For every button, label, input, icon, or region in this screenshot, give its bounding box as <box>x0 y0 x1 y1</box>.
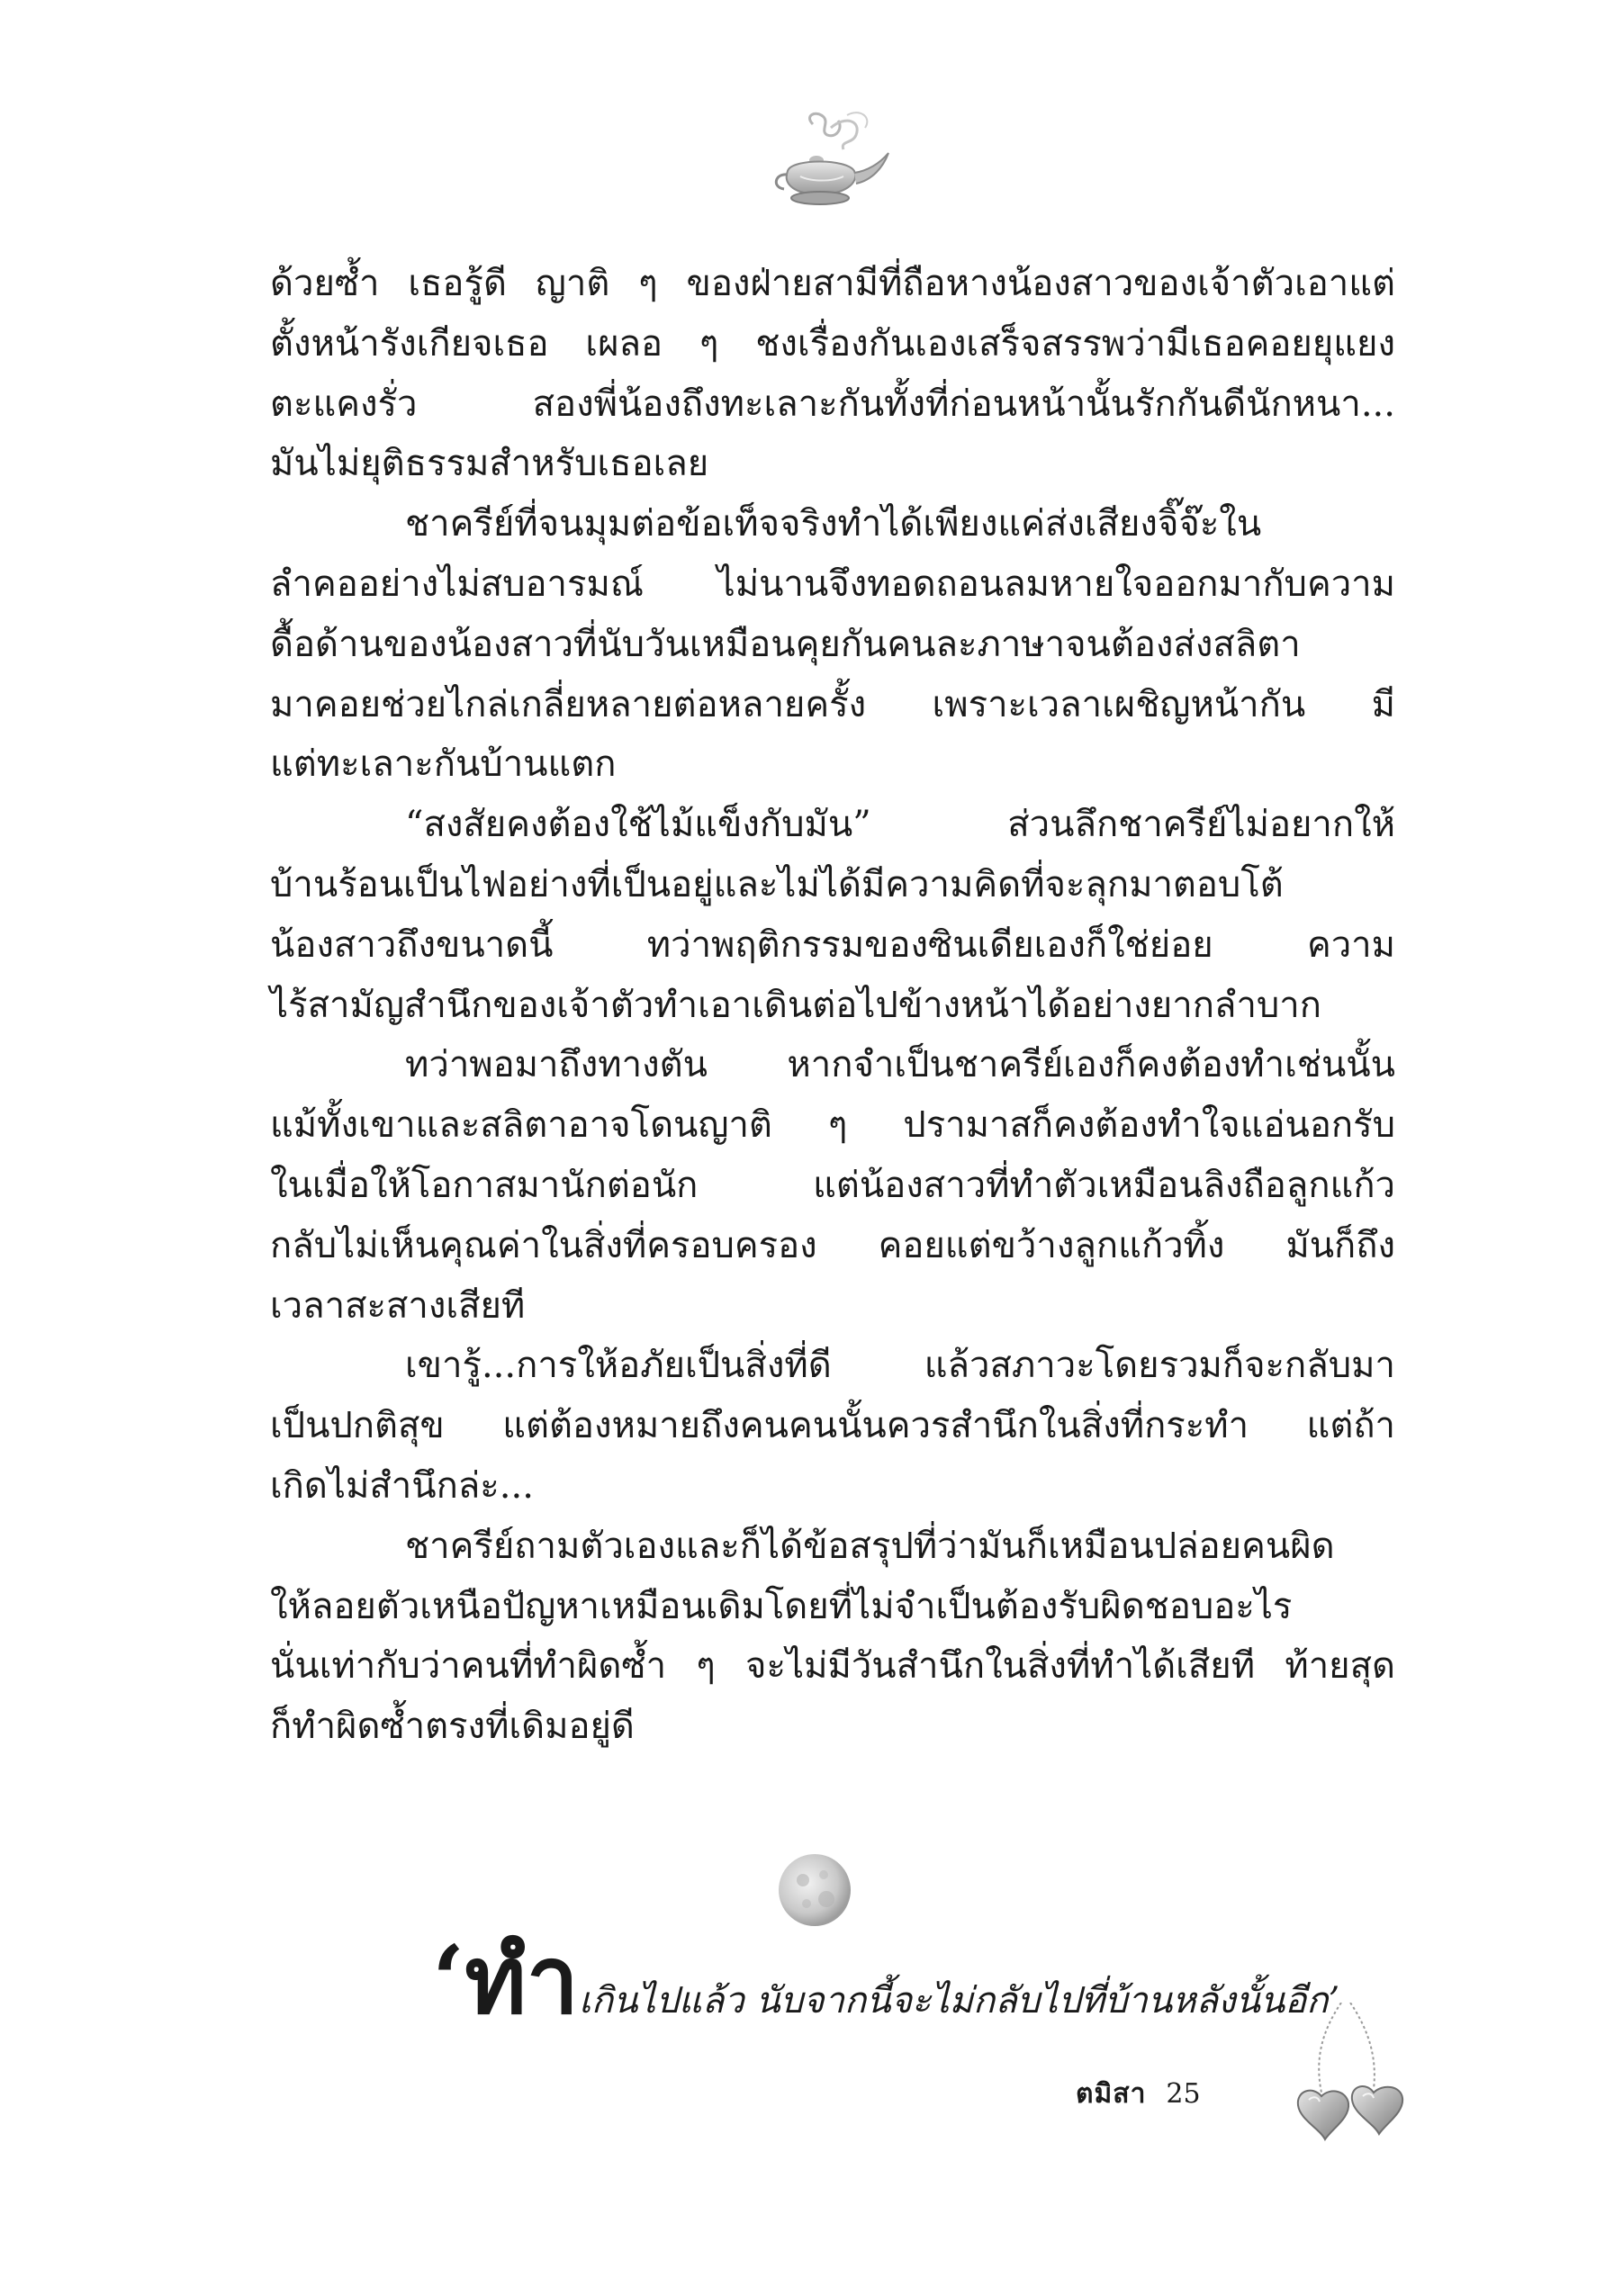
body-text <box>270 254 1395 1757</box>
moon-icon <box>774 1850 855 1931</box>
page-number: 25 <box>1166 2078 1201 2110</box>
text-line: บ้านร้อนเป็นไฟอย่างที่เป็นอยู่และไม่ได้มีความคิดที่จะลุกมาตอบโต้ <box>270 863 1284 905</box>
heart-pendants-icon <box>1287 2003 1422 2156</box>
text-line: แต่ทะเลาะกันบ้านแตก <box>270 743 617 786</box>
text-line: ตั้งหน้ารังเกียจเธอ เผลอ ๆ ชงเรื่องกันเองเสร็จสรรพว่ามีเธอคอยยุแยง <box>270 322 1395 365</box>
text-line: ทว่าพอมาถึงทางตัน หากจำเป็นชาครีย์เองก็คงต้องทำเช่นนั้น <box>405 1044 1395 1086</box>
text-line: ด้วยซ้ำ เธอรู้ดี ญาติ ๆ ของฝ่ายสามีที่ถือหางน้องสาวของเจ้าตัวเอาแต่ <box>270 263 1395 304</box>
text-line: น้องสาวถึงขนาดนี้ ทว่าพฤติกรรมของซินเดียเองก็ใช่ย่อย ความ <box>270 923 1395 966</box>
paragraph-5 <box>270 1336 1395 1516</box>
paragraph-4 <box>270 1035 1395 1336</box>
text-line: ก็ทำผิดซ้ำตรงที่เดิมอยู่ดี <box>270 1706 635 1748</box>
text-line: ไร้สามัญสำนึกของเจ้าตัวทำเอาเดินต่อไปข้างหน้าได้อย่างยากลำบาก <box>270 984 1321 1026</box>
text-line: ชาครีย์ถามตัวเองและก็ได้ข้อสรุปที่ว่ามันก็เหมือนปล่อยคนผิด <box>405 1525 1335 1567</box>
text-line: แม้ทั้งเขาและสลิตาอาจโดนญาติ ๆ ปรามาสก็คงต้องทำใจแอ่นอกรับ <box>270 1104 1395 1147</box>
chapter-opening-text: เกินไปแล้ว นับจากนี้จะไม่กลับไปที่บ้านหลังนั้นอีก’ <box>579 1980 1340 2021</box>
paragraph-6 <box>270 1517 1395 1757</box>
text-line: ตะแคงรั่ว สองพี่น้องถึงทะเลาะกันทั้งที่ก่อนหน้านั้นรักกันดีนักหนา... <box>270 383 1395 425</box>
text-line: เวลาสะสางเสียที <box>270 1284 526 1327</box>
text-line: เขารู้...การให้อภัยเป็นสิ่งที่ดี แล้วสภาวะโดยรวมก็จะกลับมา <box>405 1345 1395 1387</box>
paragraph-1 <box>270 254 1395 494</box>
text-line: ลำคออย่างไม่สบอารมณ์ ไม่นานจึงทอดถอนลมหายใจออกมากับความ <box>270 563 1395 605</box>
chapter-opening-line <box>432 1924 1422 2035</box>
text-line: มาคอยช่วยไกล่เกลี่ยหลายต่อหลายครั้ง เพราะเวลาเผชิญหน้ากัน มี <box>270 683 1395 725</box>
page-footer <box>1076 2073 1201 2115</box>
paragraph-2 <box>270 494 1395 795</box>
text-line: มันไม่ยุติธรรมสำหรับเธอเลย <box>270 443 709 485</box>
drop-cap: ‘ทำ <box>432 1924 580 2035</box>
paragraph-3 <box>270 795 1395 1035</box>
text-line: ดื้อด้านของน้องสาวที่นับวันเหมือนคุยกันคนละภาษาจนต้องส่งสลิตา <box>270 623 1301 665</box>
text-line: เป็นปกติสุข แต่ต้องหมายถึงคนคนนั้นควรสำนึกในสิ่งที่กระทำ แต่ถ้า <box>270 1405 1395 1447</box>
teapot-lamp-icon <box>761 108 896 216</box>
text-line: ในเมื่อให้โอกาสมานักต่อนัก แต่น้องสาวที่ทำตัวเหมือนลิงถือลูกแก้ว <box>270 1164 1395 1206</box>
text-line: ชาครีย์ที่จนมุมต่อข้อเท็จจริงทำได้เพียงแค่ส่งเสียงจิ๊จ๊ะใน <box>405 503 1262 545</box>
text-line: นั่นเท่ากับว่าคนที่ทำผิดซ้ำ ๆ จะไม่มีวันสำนึกในสิ่งที่ทำได้เสียที ท้ายสุด <box>270 1645 1395 1688</box>
author-name: ตมิสา <box>1076 2078 1147 2110</box>
text-line: กลับไม่เห็นคุณค่าในสิ่งที่ครอบครอง คอยแต่ขว้างลูกแก้วทิ้ง มันก็ถึง <box>270 1224 1395 1266</box>
text-line: ให้ลอยตัวเหนือปัญหาเหมือนเดิมโดยที่ไม่จำเป็นต้องรับผิดชอบอะไร <box>270 1585 1293 1627</box>
text-line: เกิดไม่สำนึกล่ะ... <box>270 1464 534 1507</box>
text-line: “สงสัยคงต้องใช้ไม้แข็งกับมัน” ส่วนลึกชาครีย์ไม่อยากให้ <box>405 804 1395 846</box>
